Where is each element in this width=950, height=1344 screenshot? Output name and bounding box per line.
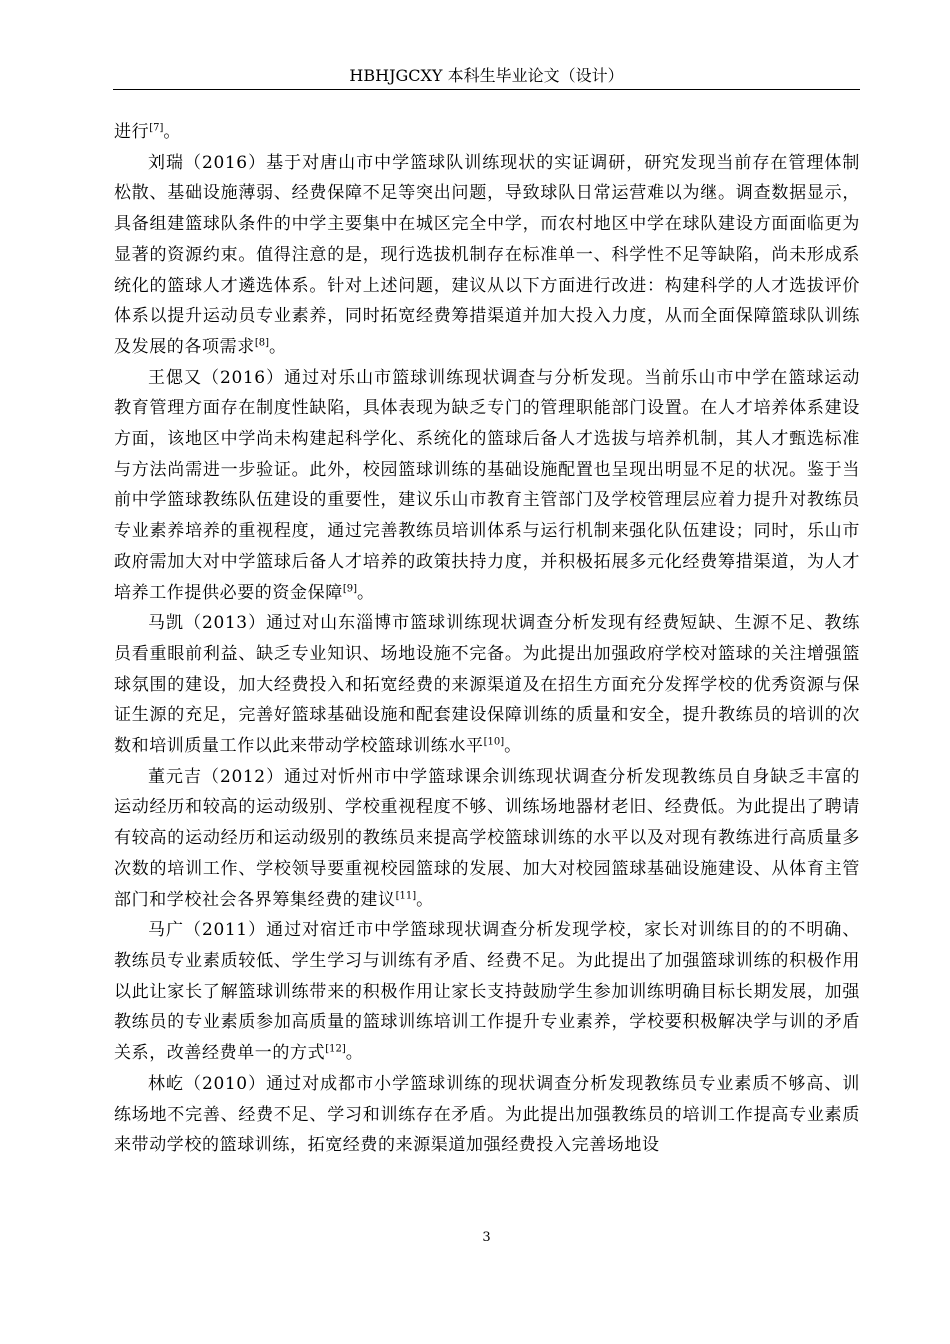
paragraph-tail: 。 xyxy=(356,582,375,603)
paragraph-text: 林屹（2010）通过对成都市小学篮球训练的现状调查分析发现教练员专业素质不够高、训练场地不完善、经费不足、学习和训练存在矛盾。为此提出加强教练员的培训工作提高专业素质来带动学校的篮球训练，拓宽经费的来源渠道加强经费投入完善场地设 xyxy=(114,1073,860,1156)
paragraph-tail: 。 xyxy=(416,889,434,910)
paragraph-continuation xyxy=(114,117,860,148)
document-body xyxy=(114,117,860,1161)
paragraph-ma-guang xyxy=(114,915,860,1069)
running-header-title: HBHJGCXY 本科生毕业论文（设计） xyxy=(349,66,624,85)
citation-ref: [8] xyxy=(254,337,269,349)
paragraph-tail: 。 xyxy=(345,1043,364,1064)
paragraph-ma-kai xyxy=(114,608,860,762)
paragraph-liu-rui xyxy=(114,148,860,363)
paragraph-dong-yuanji xyxy=(114,762,860,916)
paragraph-tail: 。 xyxy=(504,736,522,757)
header-divider xyxy=(113,89,860,90)
page-number: 3 xyxy=(482,1230,491,1245)
paragraph-text: 刘瑞（2016）基于对唐山市中学篮球队训练现状的实证调研，研究发现当前存在管理体制松散、基础设施薄弱、经费保障不足等突出问题，导致球队日常运营难以为继。调查数据显示，具备组建篮球队条件的中学主要集中在城区完全中学，而农村地区中学在球队建设方面面临更为显著的资源约束。值得注意的是，现行选拔机制存在标准单一、科学性不足等缺陷，尚未形成系统化的篮球人才遴选体系。针对上述问题，建议从以下方面进行改进：构建科学的人才选拔评价体系以提升运动员专业素养，同时拓宽经费筹措渠道并加大投入力度，从而全面保障篮球队训练及发展的各项需求 xyxy=(114,152,860,357)
paragraph-text: 马凯（2013）通过对山东淄博市篮球训练现状调查分析发现有经费短缺、生源不足、教练员看重眼前利益、缺乏专业知识、场地设施不完备。为此提出加强政府学校对篮球的关注增强篮球氛围的建设，加大经费投入和拓宽经费的来源渠道及在招生方面充分发挥学校的优秀资源与保证生源的充足，完善好篮球基础设施和配套建设保障训练的质量和安全，提升教练员的培训的次数和培训质量工作以此来带动学校篮球训练水平 xyxy=(114,613,860,757)
citation-ref: [9] xyxy=(342,582,357,594)
citation-ref: [10] xyxy=(483,736,505,748)
paragraph-tail: 。 xyxy=(163,122,181,142)
paragraph-lin-yi xyxy=(114,1069,860,1161)
paragraph-text: 马广（2011）通过对宿迁市中学篮球现状调查分析发现学校，家长对训练目的的不明确、教练员专业素质较低、学生学习与训练有矛盾、经费不足。为此提出了加强篮球训练的积极作用以此让家长了解篮球训练带来的积极作用让家长支持鼓励学生参加训练明确目标长期发展，加强教练员的专业素质参加高质量的篮球训练培训工作提升专业素养，学校要积极解决学与训的矛盾关系，改善经费单一的方式 xyxy=(114,920,860,1064)
citation-ref: [12] xyxy=(325,1043,346,1055)
paragraph-text: 董元吉（2012）通过对忻州市中学篮球课余训练现状调查分析发现教练员自身缺乏丰富的运动经历和较高的运动级别、学校重视程度不够、训练场地器材老旧、经费低。为此提出了聘请有较高的运动经历和运动级别的教练员来提高学校篮球训练的水平以及对现有教练进行高质量多次数的培训工作、学校领导要重视校园篮球的发展、加大对校园篮球基础设施建设、从体育主管部门和学校社会各界筹集经费的建议 xyxy=(114,766,860,910)
citation-ref: [11] xyxy=(395,889,417,901)
citation-ref: [7] xyxy=(149,122,164,134)
paragraph-wang xyxy=(114,363,860,609)
paragraph-text: 进行 xyxy=(114,122,150,142)
paragraph-tail: 。 xyxy=(268,336,287,357)
paragraph-text: 王偲又（2016）通过对乐山市篮球训练现状调查与分析发现。当前乐山市中学在篮球运动教育管理方面存在制度性缺陷，具体表现为缺乏专门的管理职能部门设置。在人才培养体系建设方面，该地区中学尚未构建起科学化、系统化的篮球后备人才选拔与培养机制，其人才甄选标准与方法尚需进一步验证。此外，校园篮球训练的基础设施配置也呈现出明显不足的状况。鉴于当前中学篮球教练队伍建设的重要性，建议乐山市教育主管部门及学校管理层应着力提升对教练员专业素养培养的重视程度，通过完善教练员培训体系与运行机制来强化队伍建设；同时，乐山市政府需加大对中学篮球后备人才培养的政策扶持力度，并积极拓展多元化经费筹措渠道，为人才培养工作提供必要的资金保障 xyxy=(114,367,860,603)
